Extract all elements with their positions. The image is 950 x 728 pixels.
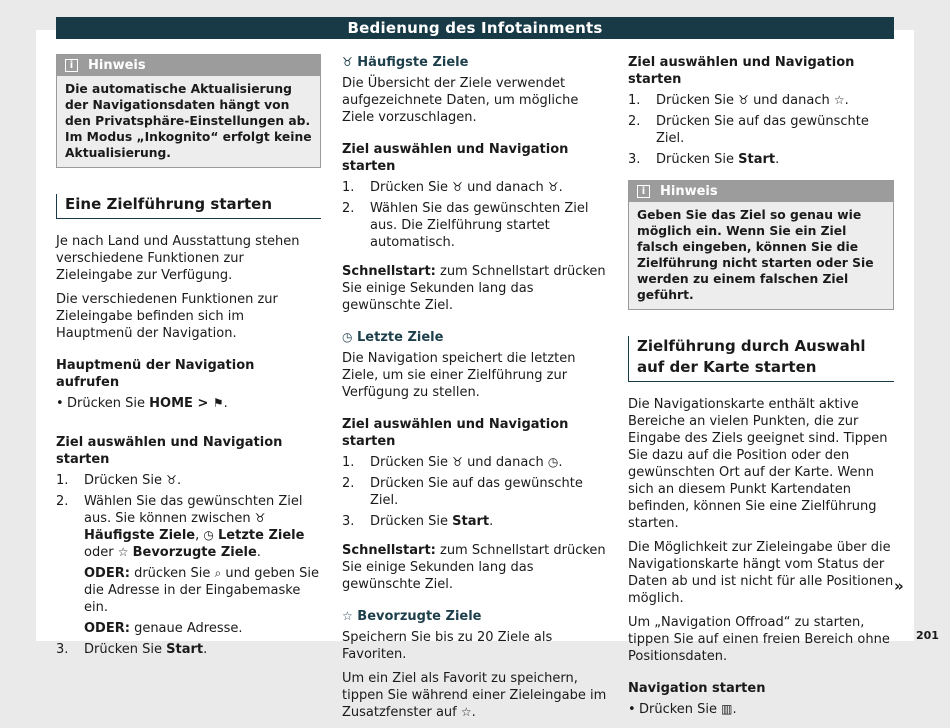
column-2: [342, 54, 607, 728]
star-icon: ☆: [117, 545, 129, 559]
list-item: 1. Drücken Sie ♉ und danach ♉.: [342, 180, 563, 195]
note-box: [628, 180, 894, 310]
star-icon: ☆: [342, 609, 353, 623]
person-icon: ♉: [738, 93, 749, 107]
note-title: Hinweis: [660, 184, 718, 199]
subheading: Ziel auswählen und Navigation starten: [342, 142, 569, 174]
list-item: 2. Drücken Sie auf das gewünschte Ziel.: [342, 476, 583, 508]
person-icon: ♉: [254, 511, 266, 525]
note-text: Die automatische Aktualisierung der Navigationsdaten hängt von den Privatsphäre-Einstellungen ab. Im Modus „Inkognito“ erfolgt keine Aktualisierung.: [65, 82, 312, 160]
info-icon: i: [637, 185, 650, 198]
subheading: Ziel auswählen und Navigation starten: [628, 55, 855, 87]
star-icon: ☆: [460, 705, 472, 719]
continue-marker: »: [894, 577, 904, 595]
paragraph: Die verschiedenen Funktionen zur Zieleingabe befinden sich im Hauptmenü der Navigation.: [56, 292, 278, 341]
paragraph: Um ein Ziel als Favorit zu speichern, tippen Sie während einer Zieleingabe im Zusatzfenster auf ☆.: [342, 671, 607, 720]
clock-icon: ◷: [203, 528, 214, 542]
subheading: Ziel auswählen und Navigation starten: [56, 435, 283, 467]
clock-icon: ◷: [342, 330, 353, 344]
map-icon: ▥: [721, 702, 733, 716]
note-header: [629, 181, 893, 202]
subsection-title: ☆ Bevorzugte Ziele: [342, 609, 482, 624]
section-title: Zielführung durch Auswahl auf der Karte starten: [628, 336, 894, 382]
star-icon: ☆: [833, 93, 845, 107]
list-item: 2. Wählen Sie das gewünschten Ziel aus. Die Zielführung startet automatisch.: [342, 201, 589, 250]
subsection-title: ♉ Häufigste Ziele: [342, 55, 469, 70]
flag-icon: ⚑: [212, 396, 224, 410]
section-title: Eine Zielführung starten: [56, 194, 321, 219]
note-header: [57, 55, 320, 76]
paragraph: Je nach Land und Ausstattung stehen verschiedene Funktionen zur Zieleingabe zur Verfügung.: [56, 234, 300, 283]
list-item: 3. Drücken Sie Start.: [628, 152, 780, 167]
list-item: 1. Drücken Sie ♉.: [56, 473, 182, 488]
subheading: Ziel auswählen und Navigation starten: [342, 417, 569, 449]
bullet-item: • Drücken Sie HOME > ⚑.: [56, 396, 228, 411]
paragraph: Die Möglichkeit zur Zieleingabe über die Navigationskarte hängt vom Status der Daten ab und ist nicht für alle Positionen möglich.: [628, 540, 894, 606]
list-item: 2. Drücken Sie auf das gewünschte Ziel.: [628, 114, 869, 146]
paragraph: Die Übersicht der Ziele verwendet aufgezeichnete Daten, um mögliche Ziele vorzuschlagen.: [342, 76, 579, 125]
list-item: 2. Wählen Sie das gewünschten Ziel aus. Sie können zwischen ♉ Häufigste Ziele, ◷ Letzte Ziele oder ☆ Bevorzugte Ziele. ODER: drücken Sie ⌕ und geben Sie die Adresse in der Eingabemaske ein. ODER: genaue Adresse.: [56, 494, 319, 636]
person-icon: ♉: [547, 180, 559, 194]
note-box: [56, 54, 321, 168]
clock-icon: ◷: [547, 455, 559, 469]
subheading: Navigation starten: [628, 681, 766, 696]
note-title: Hinweis: [88, 58, 146, 73]
page-number: 201: [916, 629, 939, 642]
person-icon: ♉: [342, 55, 353, 69]
bullet-item: • Drücken Sie ▥.: [628, 702, 737, 717]
person-icon: ♉: [452, 180, 463, 194]
list-item: 3. Drücken Sie Start.: [342, 514, 494, 529]
subheading: Hauptmenü der Navigation aufrufen: [56, 358, 255, 390]
person-icon: ♉: [166, 473, 177, 487]
list-item: 1. Drücken Sie ♉ und danach ◷.: [342, 455, 563, 470]
info-icon: i: [65, 59, 78, 72]
list-item: 1. Drücken Sie ♉ und danach ☆.: [628, 93, 849, 108]
paragraph: Speichern Sie bis zu 20 Ziele als Favoriten.: [342, 630, 553, 662]
column-3: [628, 54, 894, 722]
page-header: Bedienung des Infotainments: [56, 17, 894, 39]
subsection-title: ◷ Letzte Ziele: [342, 330, 444, 345]
paragraph: Schnellstart: zum Schnellstart drücken Sie einige Sekunden lang das gewünschte Ziel.: [342, 264, 606, 313]
note-text: Geben Sie das Ziel so genau wie möglich ein. Wenn Sie ein Ziel falsch eingeben, können Sie die Zielführung nicht starten oder Sie werden zu einem falschen Ziel geführt.: [637, 208, 874, 302]
paragraph: Die Navigation speichert die letzten Ziele, um sie einer Zielführung zur Verfügung zu stellen.: [342, 351, 576, 400]
list-item: 3. Drücken Sie Start.: [56, 642, 208, 657]
paragraph: Schnellstart: zum Schnellstart drücken Sie einige Sekunden lang das gewünschte Ziel.: [342, 543, 606, 592]
person-icon: ♉: [452, 455, 463, 469]
column-1: [56, 54, 321, 662]
search-icon: ⌕: [214, 566, 222, 580]
paragraph: Die Navigationskarte enthält aktive Bereiche an vielen Punkten, die zur Eingabe des Ziels geeignet sind. Tippen Sie dazu auf die Position oder den gewünschten Ort auf der Karte. Wenn sich an diesem Punkt Kartendaten befinden, können Sie eine Zielführung starten.: [628, 397, 888, 531]
paragraph: Um „Navigation Offroad“ zu starten, tippen Sie auf einen freien Bereich ohne Positionsdaten.: [628, 615, 890, 664]
